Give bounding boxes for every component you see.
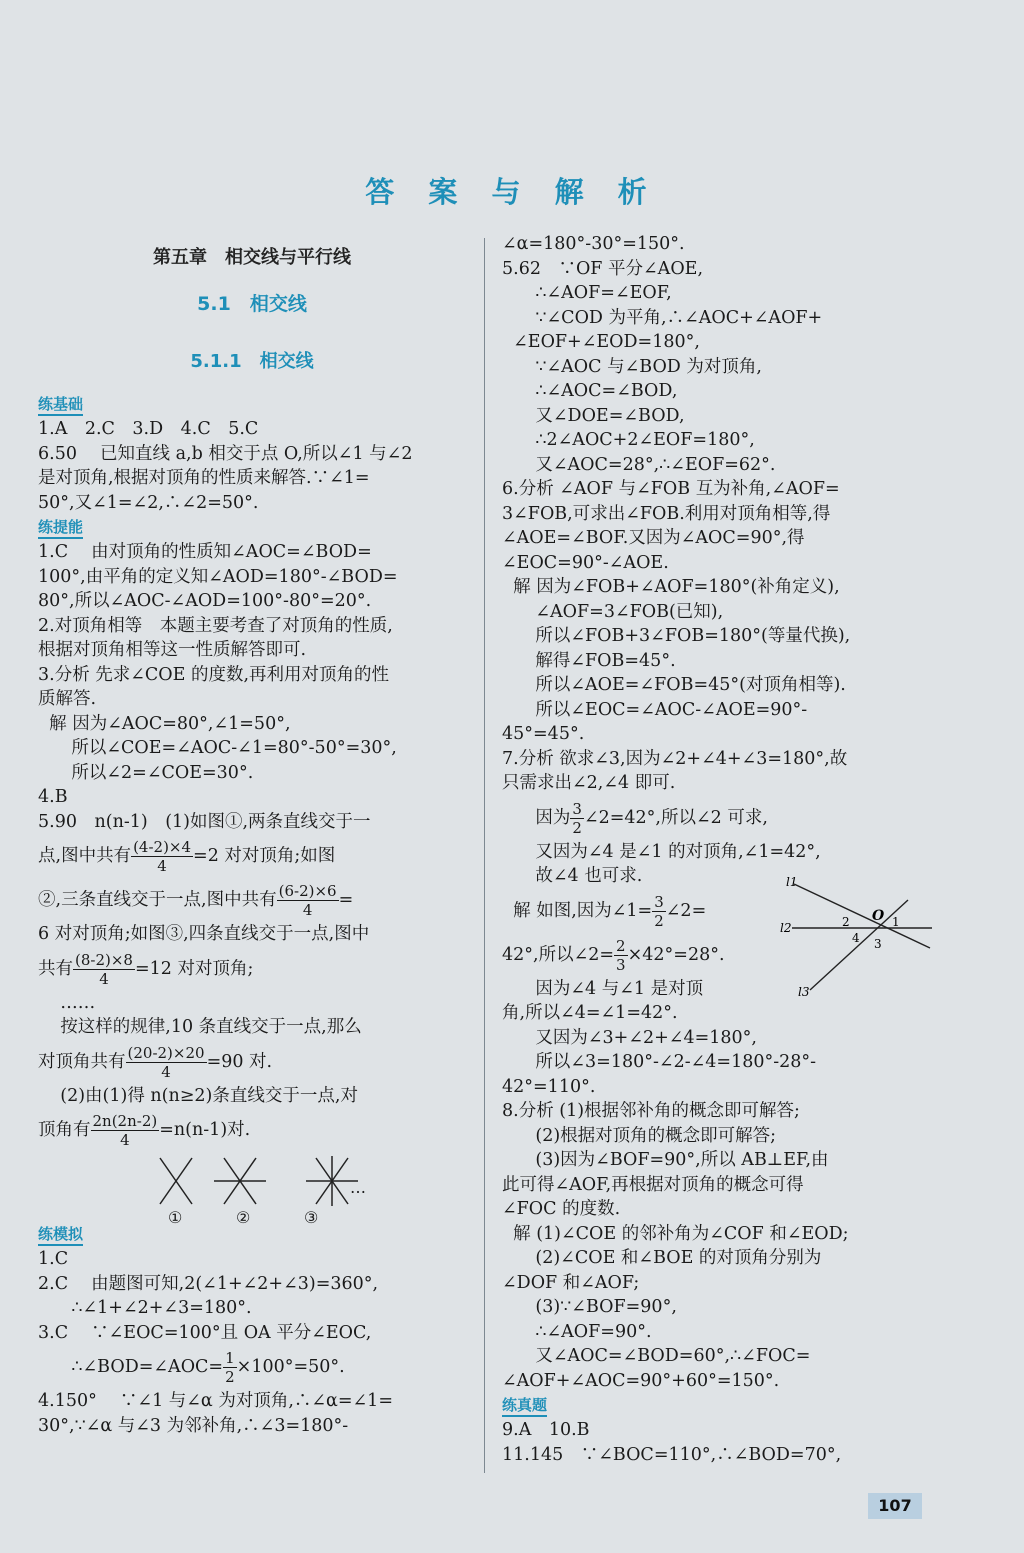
text-line: 11.145 ∵∠BOC=110°,∴∠BOD=70°, <box>502 1444 842 1465</box>
label-o: O <box>872 908 885 924</box>
text-line: 所以∠FOB+3∠FOB=180°(等量代换), <box>502 626 851 646</box>
improve-answers <box>38 540 466 1227</box>
text-line: 是对顶角,根据对顶角的性质来解答.∵∠1= <box>38 468 370 488</box>
text-line: 又因为∠4 是∠1 的对顶角,∠1=42°, <box>502 841 821 862</box>
denominator: 2 <box>225 1368 235 1386</box>
fig1-label: ① <box>168 1208 183 1227</box>
text-line: 1.C <box>38 1249 69 1269</box>
text-line: ∠EOC=90°-∠AOE. <box>502 552 669 573</box>
text-line: 50°,又∠1=∠2,∴∠2=50°. <box>38 492 259 513</box>
text-line: (3)∵∠BOF=90°, <box>502 1297 677 1317</box>
text-span: 解 如图,因为∠1= <box>502 900 653 921</box>
angle-3-label: 3 <box>874 937 882 951</box>
line-l3 <box>810 900 908 990</box>
fraction <box>652 893 666 930</box>
text-span: =2 对对顶角;如图 <box>193 846 336 866</box>
fraction <box>223 1349 237 1386</box>
text-line: …… <box>38 992 96 1013</box>
text-line: ∵∠COD 为平角,∴∠AOC+∠AOF+ <box>502 307 823 328</box>
numerator: 2 <box>616 936 626 955</box>
denominator: 4 <box>157 857 167 875</box>
text-line <box>38 1040 466 1084</box>
text-line: 质解答. <box>38 689 97 709</box>
text-line: 3.C ∵∠EOC=100°且 OA 平分∠EOC, <box>38 1322 372 1343</box>
text-line: ∵∠AOC 与∠BOD 为对顶角, <box>502 356 762 377</box>
text-line <box>38 947 466 991</box>
text-line: 80°,所以∠AOC-∠AOD=100°-80°=20°. <box>38 591 372 611</box>
denominator: 4 <box>161 1062 171 1081</box>
text-line: 根据对顶角相等这一性质解答即可. <box>38 640 307 660</box>
text-line: 6 对对顶角;如图③,四条直线交于一点,图中 <box>38 924 370 944</box>
text-line: ∠AOF+∠AOC=90°+60°=150°. <box>502 1370 780 1391</box>
text-line: 4.B <box>38 787 68 807</box>
fraction <box>614 937 628 974</box>
text-line: 解 因为∠AOC=80°,∠1=50°, <box>38 713 291 734</box>
fraction <box>126 1044 207 1081</box>
text-line: 所以∠EOC=∠AOC-∠AOE=90°- <box>502 699 808 720</box>
text-span: ×100°=50°. <box>236 1357 345 1377</box>
text-line: 5.90 n(n-1) (1)如图①,两条直线交于一 <box>38 811 371 832</box>
text-line: 所以∠AOE=∠FOB=45°(对顶角相等). <box>502 675 846 695</box>
text-line: 9.A 10.B <box>502 1420 590 1440</box>
text-span: 顶角有 <box>38 1120 91 1140</box>
fig3-label: ③ <box>304 1208 319 1227</box>
text-line: 3.分析 先求∠COE 的度数,再利用对顶角的性 <box>38 664 390 685</box>
text-span: =n(n-1)对. <box>159 1120 251 1140</box>
text-line: (2)∠COE 和∠BOE 的对顶角分别为 <box>502 1248 822 1268</box>
text-line: 解得∠FOB=45°. <box>502 650 676 671</box>
numerator: (6-2)×6 <box>278 882 337 900</box>
ellipsis: … <box>350 1178 366 1197</box>
numerator: 3 <box>654 892 664 911</box>
fraction <box>277 882 339 919</box>
chapter-heading: 第五章 相交线与平行线 <box>153 247 351 268</box>
text-span: ∴∠BOD=∠AOC= <box>38 1357 224 1377</box>
label-l1: l1 <box>786 875 798 889</box>
text-span: =12 对对顶角; <box>134 958 254 979</box>
text-line: ∠AOF=3∠FOB(已知), <box>502 601 724 622</box>
text-line: 又因为∠3+∠2+∠4=180°, <box>502 1027 757 1048</box>
text-line: 3∠FOB,可求出∠FOB.利用对顶角相等,得 <box>502 503 831 524</box>
denominator: 4 <box>120 1131 130 1149</box>
text-line: 所以∠2=∠COE=30°. <box>38 762 254 783</box>
text-line: 又∠AOC=∠BOD=60°,∴∠FOC= <box>502 1346 811 1366</box>
text-span: 因为 <box>502 807 571 828</box>
text-line: 所以∠3=180°-∠2-∠4=180°-28°- <box>502 1052 817 1072</box>
text-line: 角,所以∠4=∠1=42°. <box>502 1003 678 1023</box>
text-line: ∴∠AOF=∠EOF, <box>502 283 672 303</box>
numerator: 1 <box>225 1349 235 1367</box>
text-line: ∠FOC 的度数. <box>502 1199 621 1219</box>
text-span: = <box>338 890 354 910</box>
column-divider <box>484 238 485 1473</box>
text-line: (3)因为∠BOF=90°,所以 AB⊥EF,由 <box>502 1150 829 1170</box>
fig2-label: ② <box>236 1208 251 1227</box>
text-line: 7.分析 欲求∠3,因为∠2+∠4+∠3=180°,故 <box>502 748 848 769</box>
denominator: 2 <box>572 818 582 837</box>
intersecting-lines-figures <box>38 1152 466 1227</box>
angle-4-label: 4 <box>852 931 860 945</box>
tag-improve: 练提能 <box>38 517 83 539</box>
text-line <box>502 796 930 840</box>
section-heading: 5.1 相交线 <box>197 293 307 315</box>
text-line: 所以∠COE=∠AOC-∠1=80°-50°=30°, <box>38 738 397 758</box>
numerator: (8-2)×8 <box>75 950 133 969</box>
text-line: ∴∠AOF=90°. <box>502 1321 652 1342</box>
real-answers <box>502 1418 930 1467</box>
fraction <box>73 951 135 988</box>
text-span: 对顶角共有 <box>38 1051 126 1072</box>
mock-answers <box>38 1247 466 1438</box>
text-line <box>38 878 466 922</box>
text-span: ×42°=28°. <box>627 944 725 965</box>
text-line: 故∠4 也可求. <box>502 866 643 886</box>
text-line: ∠AOE=∠BOF.又因为∠AOC=90°,得 <box>502 528 805 548</box>
text-span: ∠2= <box>665 900 707 921</box>
fraction <box>91 1112 160 1149</box>
left-column <box>38 232 466 1438</box>
text-line: 4.150° ∵∠1 与∠α 为对顶角,∴∠α=∠1= <box>38 1391 393 1411</box>
text-line: 按这样的规律,10 条直线交于一点,那么 <box>38 1017 362 1037</box>
text-line: ∴∠1+∠2+∠3=180°. <box>38 1298 252 1318</box>
text-line: 1.A 2.C 3.D 4.C 5.C <box>38 419 259 439</box>
text-span: ∠2=42°,所以∠2 可求, <box>583 807 768 828</box>
numerator: 2n(2n-2) <box>92 1112 158 1130</box>
text-line: 只需求出∠2,∠4 即可. <box>502 773 676 793</box>
text-span: ②,三条直线交于一点,图中共有 <box>38 890 277 910</box>
text-line: 解 因为∠FOB+∠AOF=180°(补角定义), <box>502 577 840 597</box>
tag-real: 练真题 <box>502 1395 547 1417</box>
numerator: (4-2)×4 <box>133 838 192 856</box>
basic-answers <box>38 417 466 515</box>
numerator: 3 <box>572 799 582 818</box>
text-line <box>38 1345 466 1389</box>
angle-1-label: 1 <box>892 915 900 929</box>
text-line: 42°=110°. <box>502 1076 596 1097</box>
right-answers <box>502 232 930 1393</box>
text-line: 1.C 由对顶角的性质知∠AOC=∠BOD= <box>38 542 372 562</box>
right-column <box>502 232 930 1467</box>
label-l2: l2 <box>780 921 792 935</box>
subsection-heading: 5.1.1 相交线 <box>190 351 314 372</box>
text-line: 6.50 已知直线 a,b 相交于点 O,所以∠1 与∠2 <box>38 443 413 464</box>
text-line: 此可得∠AOF,再根据对顶角的概念可得 <box>502 1174 804 1195</box>
fraction <box>570 800 584 837</box>
text-line: ∴∠AOC=∠BOD, <box>502 381 678 401</box>
text-span: 42°,所以∠2= <box>502 944 615 965</box>
text-line: ∠DOF 和∠AOF; <box>502 1272 640 1293</box>
text-span: 共有 <box>38 958 73 979</box>
text-line: (2)根据对顶角的概念即可解答; <box>502 1125 777 1146</box>
text-line: ∴2∠AOC+2∠EOF=180°, <box>502 430 755 450</box>
text-line <box>38 1108 466 1152</box>
text-line: 5.62 ∵OF 平分∠AOE, <box>502 258 704 279</box>
angle-diagram <box>780 872 940 1002</box>
text-line <box>38 834 466 878</box>
text-line: 解 (1)∠COE 的邻补角为∠COF 和∠EOD; <box>502 1223 849 1244</box>
text-line: 又∠DOE=∠BOD, <box>502 405 685 426</box>
text-line: 因为∠4 与∠1 是对顶 <box>502 978 704 999</box>
tag-mock: 练模拟 <box>38 1224 83 1246</box>
page-number: 107 <box>868 1493 922 1519</box>
text-span: 点,图中共有 <box>38 846 132 866</box>
text-line: ∠α=180°-30°=150°. <box>502 234 685 254</box>
text-line: 2.C 由题图可知,2(∠1+∠2+∠3)=360°, <box>38 1273 379 1294</box>
text-line: ∠EOF+∠EOD=180°, <box>502 332 700 352</box>
angle-2-label: 2 <box>842 915 850 929</box>
denominator: 2 <box>654 911 664 930</box>
text-line: 又∠AOC=28°,∴∠EOF=62°. <box>502 454 776 475</box>
denominator: 4 <box>302 901 313 919</box>
line-l1 <box>794 884 930 948</box>
text-line: 45°=45°. <box>502 724 585 744</box>
denominator: 3 <box>616 955 626 974</box>
text-line: 30°,∵∠α 与∠3 为邻补角,∴∠3=180°- <box>38 1415 349 1436</box>
fraction <box>131 838 193 875</box>
text-line: 8.分析 (1)根据邻补角的概念即可解答; <box>502 1101 800 1121</box>
label-l3: l3 <box>798 985 810 999</box>
text-line: (2)由(1)得 n(n≥2)条直线交于一点,对 <box>38 1085 358 1106</box>
tag-basic: 练基础 <box>38 394 83 416</box>
page-title: 答 案 与 解 析 <box>365 175 659 209</box>
text-line: 100°,由平角的定义知∠AOD=180°-∠BOD= <box>38 566 398 587</box>
text-line: 2.对顶角相等 本题主要考查了对顶角的性质, <box>38 615 393 636</box>
text-line: 6.分析 ∠AOF 与∠FOB 互为补角,∠AOF= <box>502 479 840 499</box>
text-span: =90 对. <box>206 1051 273 1072</box>
numerator: (20-2)×20 <box>127 1043 205 1062</box>
denominator: 4 <box>99 969 109 988</box>
